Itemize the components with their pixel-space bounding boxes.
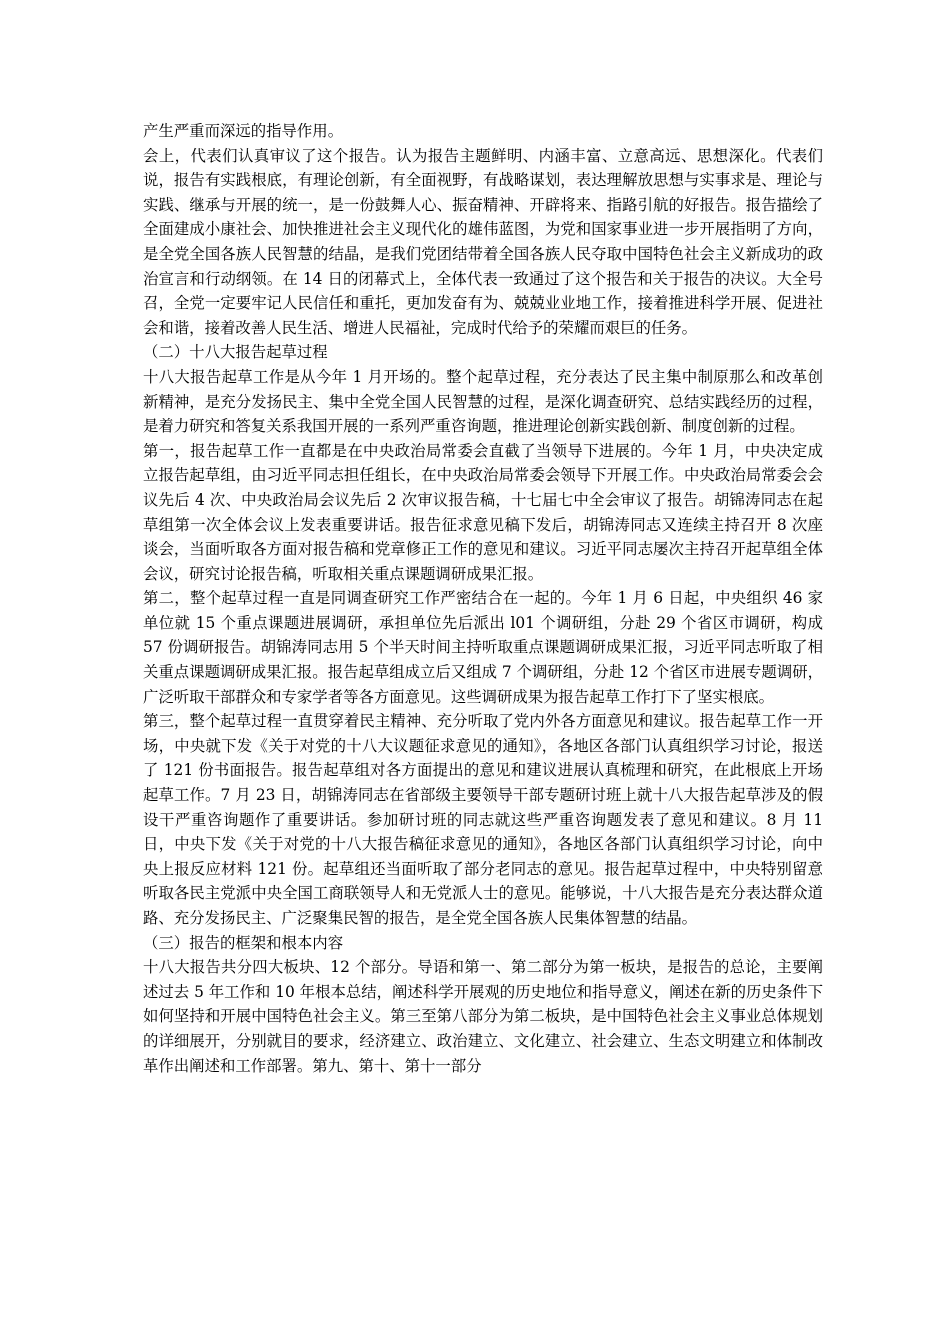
document-body [143,119,823,1078]
paragraph-second-point: 第二，整个起草过程一直是同调查研究工作严密结合在一起的。今年 1 月 6 日起，中央组织 46 家单位就 15 个重点课题进展调研，承担单位先后派出 l01 个调研组，分赴 29 个省区市调研，构成 57 份调研报告。胡锦涛同志用 5 个半天时间主持听取重点课题调研成果汇报，习近平同志听取了相关重点课题调研成果汇报。报告起草组成立后又组成 7 个调研组，分赴 12 个省区市进展专题调研，广泛听取干部群众和专家学者等各方面意见。这些调研成果为报告起草工作打下了坚实根底。 [143,589,823,706]
paragraph-framework-content: 十八大报告共分四大板块、12 个部分。导语和第一、第二部分为第一板块，是报告的总论，主要阐述过去 5 年工作和 10 年根本总结，阐述科学开展观的历史地位和指导意义，阐述在新的历史条件下如何坚持和开展中国特色社会主义。第三至第八部分为第二板块，是中国特色社会主义事业总体规划的详细展开，分别就目的要求，经济建立、政治建立、文化建立、社会建立、生态文明建立和体制改革作出阐述和工作部署。第九、第十、第十一部分 [143,958,823,1075]
paragraph-first-point: 第一，报告起草工作一直都是在中央政治局常委会直截了当领导下进展的。今年 1 月，中央决定成立报告起草组，由习近平同志担任组长，在中央政治局常委会领导下开展工作。中央政治局常委会会议先后 4 次、中央政治局会议先后 2 次审议报告稿，十七届七中全会审议了报告。胡锦涛同志在起草组第一次全体会议上发表重要讲话。报告征求意见稿下发后，胡锦涛同志又连续主持召开 8 次座谈会，当面听取各方面对报告稿和党章修正工作的意见和建议。习近平同志屡次主持召开起草组全体会议，研究讨论报告稿，听取相关重点课题调研成果汇报。 [143,441,823,583]
paragraph-continuation: 产生严重而深远的指导作用。 [143,122,344,140]
paragraph-drafting-overview: 十八大报告起草工作是从今年 1 月开场的。整个起草过程，充分表达了民主集中制原那么和改革创新精神，是充分发扬民主、集中全党全国人民智慧的过程，是深化调查研究、总结实践经历的过程，是着力研究和答复关系我国开展的一系列严重咨询题，推进理论创新实践创新、制度创新的过程。 [143,367,823,436]
paragraph-congress-review: 会上，代表们认真审议了这个报告。认为报告主题鲜明、内涵丰富、立意高远、思想深化。代表们说，报告有实践根底，有理论创新，有全面视野，有战略谋划，表达理解放思想与实事求是、理论与实践、继承与开展的统一，是一份鼓舞人心、振奋精神、开辟将来、指路引航的好报告。报告描绘了全面建成小康社会、加快推进社会主义现代化的雄伟蓝图，为党和国家事业进一步开展指明了方向，是全党全国各族人民智慧的结晶，是我们党团结带着全国各族人民夺取中国特色社会主义新成功的政治宣言和行动纲领。在 14 日的闭幕式上，全体代表一致通过了这个报告和关于报告的决议。大全号召，全党一定要牢记人民信任和重托，更加发奋有为、兢兢业业地工作，接着推进科学开展、促进社会和谐，接着改善人民生活、增进人民福祉，完成时代给予的荣耀而艰巨的任务。 [143,146,823,337]
section-heading-drafting-process: （二）十八大报告起草过程 [143,343,328,362]
section-heading-framework: （三）报告的框架和根本内容 [143,933,344,952]
paragraph-third-point: 第三，整个起草过程一直贯穿着民主精神、充分听取了党内外各方面意见和建议。报告起草工作一开场，中央就下发《关于对党的十八大议题征求意见的通知》，各地区各部门认真组织学习讨论，报送了 121 份书面报告。报告起草组对各方面提出的意见和建议进展认真梳理和研究，在此根底上开场起草工作。7 月 23 日，胡锦涛同志在省部级主要领导干部专题研讨班上就十八大报告起草涉及的假设干严重咨询题作了重要讲话。参加研讨班的同志就这些严重咨询题发表了意见和建议。8 月 11 日，中央下发《关于对党的十八大报告稿征求意见的通知》，各地区各部门认真组织学习讨论，向中央上报反应材料 121 份。起草组还当面听取了部分老同志的意见。报告起草过程中，中央特别留意听取各民主党派中央全国工商联领导人和无党派人士的意见。能够说，十八大报告是充分表达群众道路、充分发扬民主、广泛聚集民智的报告，是全党全国各族人民集体智慧的结晶。 [143,712,823,927]
